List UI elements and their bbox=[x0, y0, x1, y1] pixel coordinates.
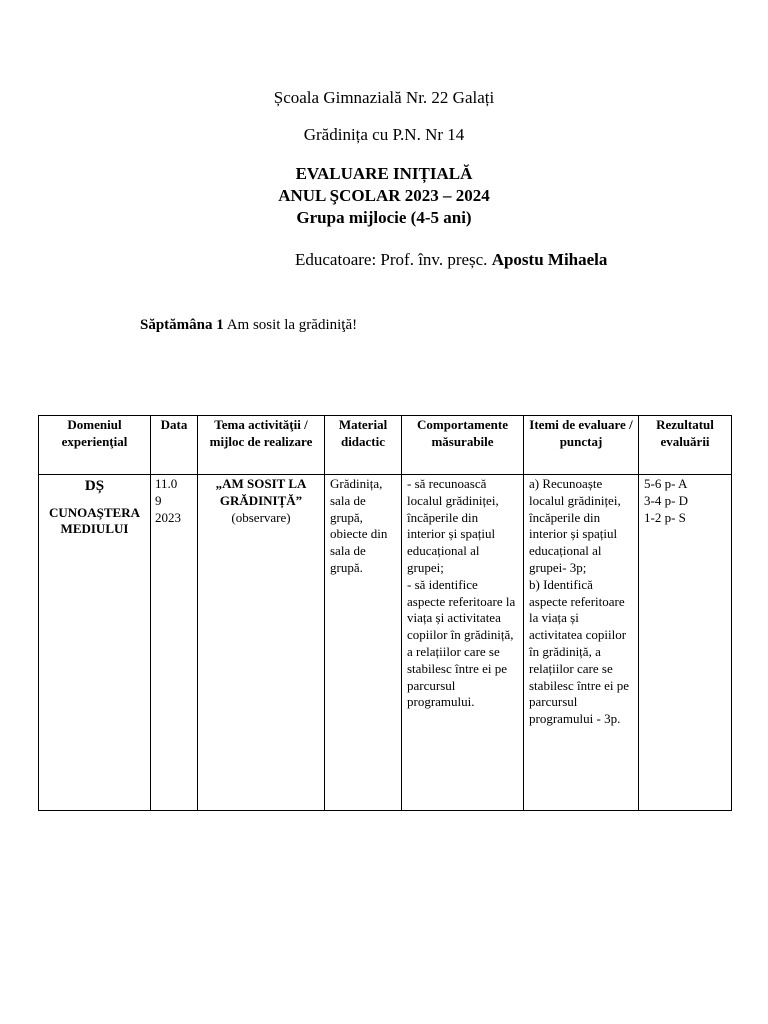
week-line bbox=[140, 317, 357, 334]
domain-name: CUNOAŞTERA MEDIULUI bbox=[48, 504, 140, 536]
header-domain: Domeniul experienţial bbox=[39, 416, 151, 475]
week-theme: Am sosit la grădiniţă! bbox=[226, 317, 358, 333]
kindergarten-name: Grădinița cu P.N. Nr 14 bbox=[303, 125, 465, 144]
teacher-line bbox=[295, 250, 607, 270]
header-date: Data bbox=[151, 416, 198, 475]
cell-date: 11.0 9 2023 bbox=[151, 475, 198, 811]
week-label: Săptămâna 1 bbox=[140, 317, 224, 333]
table-row bbox=[39, 475, 732, 811]
header-material: Material didactic bbox=[325, 416, 402, 475]
cell-items: a) Recunoaște localul grădiniței, încăperile din interior și spațiul educațional al grupei- 3p; b) Identifică aspecte referitoare la viața și activitatea copiilor în grădiniță, a relațiilor care se stabilesc între ei pe parcursul programului - 3p. bbox=[524, 475, 639, 811]
title-line-3: Grupa mijlocie (4-5 ani) bbox=[296, 208, 472, 227]
teacher-label: Educatoare: Prof. înv. preșc. bbox=[295, 250, 488, 269]
cell-material: Grădinița, sala de grupă, obiecte din sala de grupă. bbox=[325, 475, 402, 811]
table-header-row bbox=[39, 416, 732, 475]
cell-domain bbox=[39, 475, 151, 811]
cell-result: 5-6 p- A 3-4 p- D 1-2 p- S bbox=[639, 475, 732, 811]
header-items: Itemi de evaluare / punctaj bbox=[524, 416, 639, 475]
cell-theme bbox=[198, 475, 325, 811]
theme-method: (observare) bbox=[231, 509, 291, 525]
title-line-2: ANUL ŞCOLAR 2023 – 2024 bbox=[278, 186, 490, 205]
header-theme: Tema activităţii / mijloc de realizare bbox=[198, 416, 325, 475]
theme-title: „AM SOSIT LA GRĂDINIȚĂ” bbox=[215, 476, 307, 508]
document-title bbox=[0, 163, 768, 229]
evaluation-table bbox=[38, 415, 732, 811]
school-name: Școala Gimnazială Nr. 22 Galați bbox=[273, 88, 495, 107]
teacher-name: Apostu Mihaela bbox=[491, 250, 608, 269]
header-behaviours: Comportamente măsurabile bbox=[402, 416, 524, 475]
domain-code: DȘ bbox=[84, 478, 105, 494]
header-result: Rezultatul evaluării bbox=[639, 416, 732, 475]
cell-behaviours: - să recunoască localul grădiniței, încăperile din interior și spațiul educațional al grupei; - să identifice aspecte referitoare la viața și activitatea copiilor în grădiniță, a relațiilor care se stabilesc între ei pe parcursul programului. bbox=[402, 475, 524, 811]
title-line-1: EVALUARE INIȚIALĂ bbox=[295, 164, 473, 183]
